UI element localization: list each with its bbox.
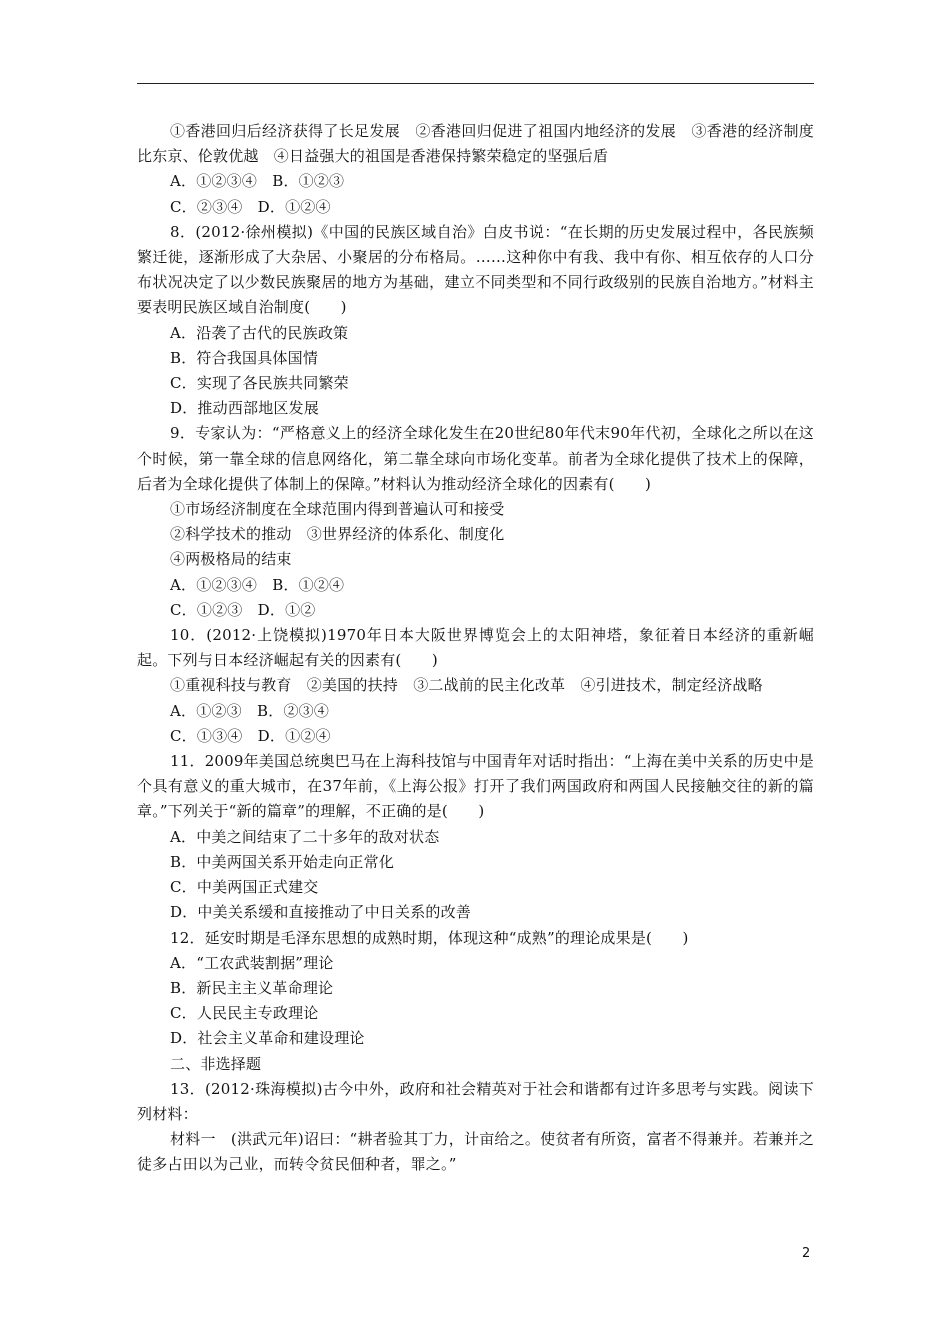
paragraph: ①市场经济制度在全球范围内得到普遍认可和接受 [170,500,505,519]
paragraph: 11．2009年美国总统奥巴马在上海科技馆与中国青年对话时指出：“上海在美中关系的历史中是个具有意义的重大城市，在37年前，《上海公报》打开了我们两国政府和两国人民接触交往的新的篇章。”下列关于“新的篇章”的理解，不正确的是( ) [137,752,814,821]
paragraph: 10．(2012·上饶模拟)1970年日本大阪世界博览会上的太阳神塔，象征着日本经济的重新崛起。下列与日本经济崛起有关的因素有( ) [137,626,814,670]
paragraph: 12．延安时期是毛泽东思想的成熟时期，体现这种“成熟”的理论成果是( ) [170,928,689,947]
page-number: 2 [802,1246,811,1261]
paragraph: ②科学技术的推动 ③世界经济的体系化、制度化 [170,525,505,544]
paragraph: A．中美之间结束了二十多年的敌对状态 [170,827,440,846]
paragraph: A．①②③④ B．①②④ [170,575,345,594]
page-body [137,119,814,1178]
paragraph: C．①②③ D．①② [170,600,316,619]
paragraph: ①重视科技与教育 ②美国的扶持 ③二战前的民主化改革 ④引进技术，制定经济战略 [170,676,763,695]
paragraph: D．社会主义革命和建设理论 [170,1029,365,1048]
paragraph: C．①③④ D．①②④ [170,726,331,745]
paragraph: C．中美两国正式建交 [170,878,319,897]
paragraph: A．①②③④ B．①②③ [170,172,345,191]
paragraph: D．推动西部地区发展 [170,399,320,418]
paragraph: 二、非选择题 [170,1054,262,1073]
header-rule [137,83,814,84]
paragraph: C．人民民主专政理论 [170,1004,319,1023]
paragraph: A．“工农武装割据”理论 [170,953,334,972]
paragraph: B．中美两国关系开始走向正常化 [170,852,395,871]
paragraph: D．中美关系缓和直接推动了中日关系的改善 [170,903,472,922]
paragraph: B．符合我国具体国情 [170,348,319,367]
paragraph: 9．专家认为：“严格意义上的经济全球化发生在20世纪80年代末90年代初，全球化之所以在这个时候，第一靠全球的信息网络化，第二靠全球向市场化变革。前者为全球化提供了技术上的保障，后者为全球化提供了体制上的保障。”材料认为推动经济全球化的因素有( ) [137,424,814,493]
paragraph: A．①②③ B．②③④ [170,701,330,720]
paragraph: 8．(2012·徐州模拟)《中国的民族区域自治》白皮书说：“在长期的历史发展过程中，各民族频繁迁徙，逐渐形成了大杂居、小聚居的分布格局。……这种你中有我、我中有你、相互依存的人口分布状况决定了以少数民族聚居的地方为基础，建立不同类型和不同行政级别的民族自治地方。”材料主要表明民族区域自治制度( ) [137,222,814,317]
paragraph: A．沿袭了古代的民族政策 [170,323,349,342]
paragraph: C．②③④ D．①②④ [170,197,331,216]
paragraph: B．新民主主义革命理论 [170,978,334,997]
paragraph: ④两极格局的结束 [170,550,292,569]
paragraph: 13．(2012·珠海模拟)古今中外，政府和社会精英对于社会和谐都有过许多思考与实践。阅读下列材料： [137,1079,814,1123]
paragraph: C．实现了各民族共同繁荣 [170,374,349,393]
paragraph: ①香港回归后经济获得了长足发展 ②香港回归促进了祖国内地经济的发展 ③香港的经济制度比东京、伦敦优越 ④日益强大的祖国是香港保持繁荣稳定的坚强后盾 [137,122,814,166]
paragraph: 材料一 (洪武元年)诏曰：“耕者验其丁力，计亩给之。使贫者有所资，富者不得兼并。若兼并之徒多占田以为己业，而转令贫民佃种者，罪之。” [137,1130,814,1174]
